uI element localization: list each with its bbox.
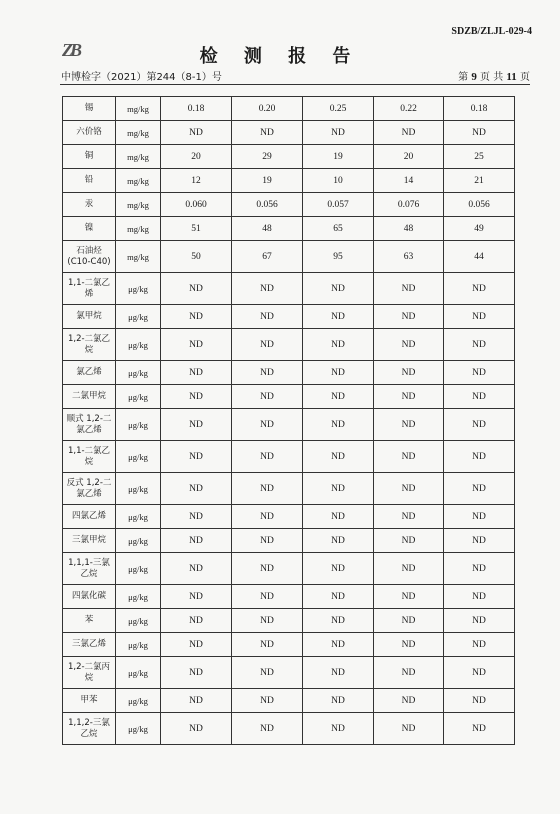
table-row — [63, 385, 515, 409]
result-value: ND — [232, 361, 303, 385]
result-value: 0.25 — [303, 97, 374, 121]
result-value: 10 — [303, 169, 374, 193]
table-row — [63, 441, 515, 473]
page-mid: 页 共 — [480, 72, 504, 83]
page-current: 9 — [471, 71, 477, 83]
page-suffix: 页 — [520, 72, 530, 83]
table-row — [63, 361, 515, 385]
page-total: 11 — [506, 71, 517, 83]
analyte-name: 汞 — [63, 193, 116, 217]
analyte-name: 四氯乙烯 — [63, 505, 116, 529]
analyte-name: 1,1-二氯乙烷 — [63, 441, 116, 473]
result-value: ND — [444, 305, 515, 329]
result-value: ND — [303, 689, 374, 713]
result-value: 21 — [444, 169, 515, 193]
result-value: ND — [161, 529, 232, 553]
result-value: ND — [374, 473, 444, 505]
result-value: ND — [161, 361, 232, 385]
result-value: ND — [374, 553, 444, 585]
result-value: ND — [374, 713, 444, 745]
result-value: ND — [444, 329, 515, 361]
analyte-name: 锡 — [63, 97, 116, 121]
result-value: ND — [444, 473, 515, 505]
analyte-unit: μg/kg — [116, 473, 161, 505]
result-value: ND — [303, 361, 374, 385]
table-row — [63, 585, 515, 609]
result-value: ND — [232, 657, 303, 689]
table-row — [63, 273, 515, 305]
result-value: ND — [374, 409, 444, 441]
table-row — [63, 97, 515, 121]
analyte-name: 铅 — [63, 169, 116, 193]
analyte-name: 苯 — [63, 609, 116, 633]
analyte-unit: mg/kg — [116, 121, 161, 145]
table-row — [63, 713, 515, 745]
table-row — [63, 145, 515, 169]
analyte-name: 六价铬 — [63, 121, 116, 145]
analyte-name: 1,2-二氯丙烷 — [63, 657, 116, 689]
result-value: ND — [303, 609, 374, 633]
result-value: ND — [303, 441, 374, 473]
analyte-unit: mg/kg — [116, 169, 161, 193]
analyte-unit: μg/kg — [116, 361, 161, 385]
result-value: 12 — [161, 169, 232, 193]
result-value: ND — [232, 385, 303, 409]
result-value: ND — [303, 553, 374, 585]
result-value: ND — [161, 553, 232, 585]
result-value: ND — [232, 609, 303, 633]
analyte-unit: mg/kg — [116, 193, 161, 217]
analyte-unit: μg/kg — [116, 553, 161, 585]
result-value: ND — [444, 689, 515, 713]
analyte-unit: μg/kg — [116, 441, 161, 473]
result-value: 20 — [161, 145, 232, 169]
table-row — [63, 689, 515, 713]
table-row — [63, 305, 515, 329]
result-value: ND — [161, 273, 232, 305]
page-prefix: 第 — [458, 72, 469, 83]
result-value: ND — [303, 329, 374, 361]
result-value: ND — [161, 505, 232, 529]
result-value: ND — [303, 633, 374, 657]
table-row — [63, 193, 515, 217]
result-value: ND — [232, 329, 303, 361]
result-value: 19 — [232, 169, 303, 193]
result-value: ND — [232, 585, 303, 609]
result-value: ND — [444, 273, 515, 305]
analyte-unit: μg/kg — [116, 385, 161, 409]
header-rule — [60, 84, 530, 85]
result-value: ND — [374, 609, 444, 633]
result-value: ND — [374, 273, 444, 305]
table-row — [63, 217, 515, 241]
analyte-unit: μg/kg — [116, 505, 161, 529]
result-value: ND — [161, 409, 232, 441]
result-value: ND — [161, 609, 232, 633]
table-row — [63, 169, 515, 193]
results-table — [62, 96, 515, 745]
result-value: 63 — [374, 241, 444, 273]
result-value: 95 — [303, 241, 374, 273]
result-value: ND — [232, 273, 303, 305]
result-value: ND — [303, 273, 374, 305]
table-row — [63, 121, 515, 145]
analyte-name: 1,1-二氯乙烯 — [63, 273, 116, 305]
result-value: ND — [444, 609, 515, 633]
report-reference-number: 中博检字（2021）第244（8-1）号 — [61, 72, 222, 83]
analyte-name: 1,2-二氯乙烷 — [63, 329, 116, 361]
result-value: ND — [232, 505, 303, 529]
analyte-unit: μg/kg — [116, 633, 161, 657]
result-value: ND — [232, 553, 303, 585]
result-value: ND — [232, 409, 303, 441]
result-value: ND — [374, 441, 444, 473]
result-value: ND — [374, 585, 444, 609]
result-value: ND — [303, 385, 374, 409]
page-indicator — [458, 68, 530, 83]
result-value: 19 — [303, 145, 374, 169]
result-value: 14 — [374, 169, 444, 193]
result-value: ND — [303, 713, 374, 745]
result-value: ND — [161, 305, 232, 329]
result-value: ND — [444, 713, 515, 745]
result-value: ND — [161, 121, 232, 145]
analyte-unit: mg/kg — [116, 97, 161, 121]
result-value: ND — [444, 361, 515, 385]
analyte-name: 镍 — [63, 217, 116, 241]
result-value: ND — [232, 633, 303, 657]
result-value: ND — [303, 409, 374, 441]
result-value: ND — [374, 329, 444, 361]
result-value: 49 — [444, 217, 515, 241]
result-value: 67 — [232, 241, 303, 273]
table-row — [63, 657, 515, 689]
document-title: 检 测 报 告 — [199, 46, 361, 67]
result-value: ND — [444, 657, 515, 689]
result-value: ND — [444, 121, 515, 145]
analyte-name: 1,1,2-三氯乙烷 — [63, 713, 116, 745]
table-row — [63, 241, 515, 273]
result-value: 50 — [161, 241, 232, 273]
result-value: 0.18 — [444, 97, 515, 121]
result-value: ND — [374, 689, 444, 713]
analyte-unit: μg/kg — [116, 689, 161, 713]
result-value: ND — [374, 657, 444, 689]
result-value: ND — [303, 529, 374, 553]
analyte-unit: mg/kg — [116, 145, 161, 169]
result-value: 20 — [374, 145, 444, 169]
analyte-unit: μg/kg — [116, 329, 161, 361]
result-value: ND — [161, 441, 232, 473]
result-value: ND — [303, 473, 374, 505]
analyte-unit: μg/kg — [116, 409, 161, 441]
analyte-unit: mg/kg — [116, 241, 161, 273]
analyte-unit: mg/kg — [116, 217, 161, 241]
result-value: ND — [232, 121, 303, 145]
result-value: ND — [232, 689, 303, 713]
analyte-name: 铜 — [63, 145, 116, 169]
result-value: 0.20 — [232, 97, 303, 121]
table-row — [63, 409, 515, 441]
result-value: 48 — [232, 217, 303, 241]
result-value: ND — [444, 585, 515, 609]
result-value: 0.076 — [374, 193, 444, 217]
result-value: ND — [303, 121, 374, 145]
result-value: 44 — [444, 241, 515, 273]
analyte-name: 顺式 1,2-二氯乙烯 — [63, 409, 116, 441]
result-value: 51 — [161, 217, 232, 241]
result-value: 29 — [232, 145, 303, 169]
table-row — [63, 473, 515, 505]
result-value: 48 — [374, 217, 444, 241]
result-value: ND — [303, 657, 374, 689]
result-value: ND — [374, 633, 444, 657]
result-value: ND — [444, 385, 515, 409]
result-value: ND — [161, 329, 232, 361]
result-value: ND — [374, 505, 444, 529]
result-value: ND — [161, 657, 232, 689]
table-row — [63, 529, 515, 553]
analyte-name: 1,1,1-三氯乙烷 — [63, 553, 116, 585]
result-value: ND — [303, 305, 374, 329]
analyte-name: 三氯乙烯 — [63, 633, 116, 657]
analyte-unit: μg/kg — [116, 713, 161, 745]
result-value: 0.060 — [161, 193, 232, 217]
result-value: ND — [232, 529, 303, 553]
analyte-unit: μg/kg — [116, 273, 161, 305]
result-value: ND — [232, 473, 303, 505]
table-row — [63, 505, 515, 529]
analyte-unit: μg/kg — [116, 585, 161, 609]
table-row — [63, 329, 515, 361]
result-value: ND — [444, 505, 515, 529]
table-row — [63, 609, 515, 633]
result-value: 65 — [303, 217, 374, 241]
result-value: ND — [232, 713, 303, 745]
result-value: ND — [161, 585, 232, 609]
result-value: ND — [444, 409, 515, 441]
analyte-name: 石油烃 (C10-C40) — [63, 241, 116, 273]
result-value: ND — [374, 121, 444, 145]
result-value: 0.056 — [232, 193, 303, 217]
result-value: 0.057 — [303, 193, 374, 217]
result-value: ND — [374, 529, 444, 553]
result-value: ND — [303, 505, 374, 529]
result-value: ND — [444, 441, 515, 473]
analyte-name: 反式 1,2-二氯乙烯 — [63, 473, 116, 505]
result-value: 0.18 — [161, 97, 232, 121]
analyte-name: 二氯甲烷 — [63, 385, 116, 409]
analyte-unit: μg/kg — [116, 529, 161, 553]
analyte-name: 甲苯 — [63, 689, 116, 713]
analyte-name: 三氯甲烷 — [63, 529, 116, 553]
result-value: ND — [161, 473, 232, 505]
analyte-unit: μg/kg — [116, 609, 161, 633]
result-value: ND — [444, 529, 515, 553]
result-value: ND — [232, 305, 303, 329]
result-value: ND — [161, 689, 232, 713]
analyte-name: 四氯化碳 — [63, 585, 116, 609]
result-value: ND — [444, 633, 515, 657]
result-value: ND — [374, 305, 444, 329]
company-logo: ZB — [62, 40, 80, 60]
result-value: ND — [161, 713, 232, 745]
result-value: ND — [232, 441, 303, 473]
document-code: SDZB/ZLJL-029-4 — [451, 26, 532, 37]
analyte-unit: μg/kg — [116, 305, 161, 329]
result-value: ND — [374, 385, 444, 409]
table-row — [63, 553, 515, 585]
analyte-name: 氯甲烷 — [63, 305, 116, 329]
analyte-name: 氯乙烯 — [63, 361, 116, 385]
result-value: ND — [444, 553, 515, 585]
result-value: ND — [161, 633, 232, 657]
result-value: ND — [161, 385, 232, 409]
table-row — [63, 633, 515, 657]
result-value: ND — [374, 361, 444, 385]
result-value: ND — [303, 585, 374, 609]
result-value: 0.056 — [444, 193, 515, 217]
analyte-unit: μg/kg — [116, 657, 161, 689]
result-value: 0.22 — [374, 97, 444, 121]
result-value: 25 — [444, 145, 515, 169]
